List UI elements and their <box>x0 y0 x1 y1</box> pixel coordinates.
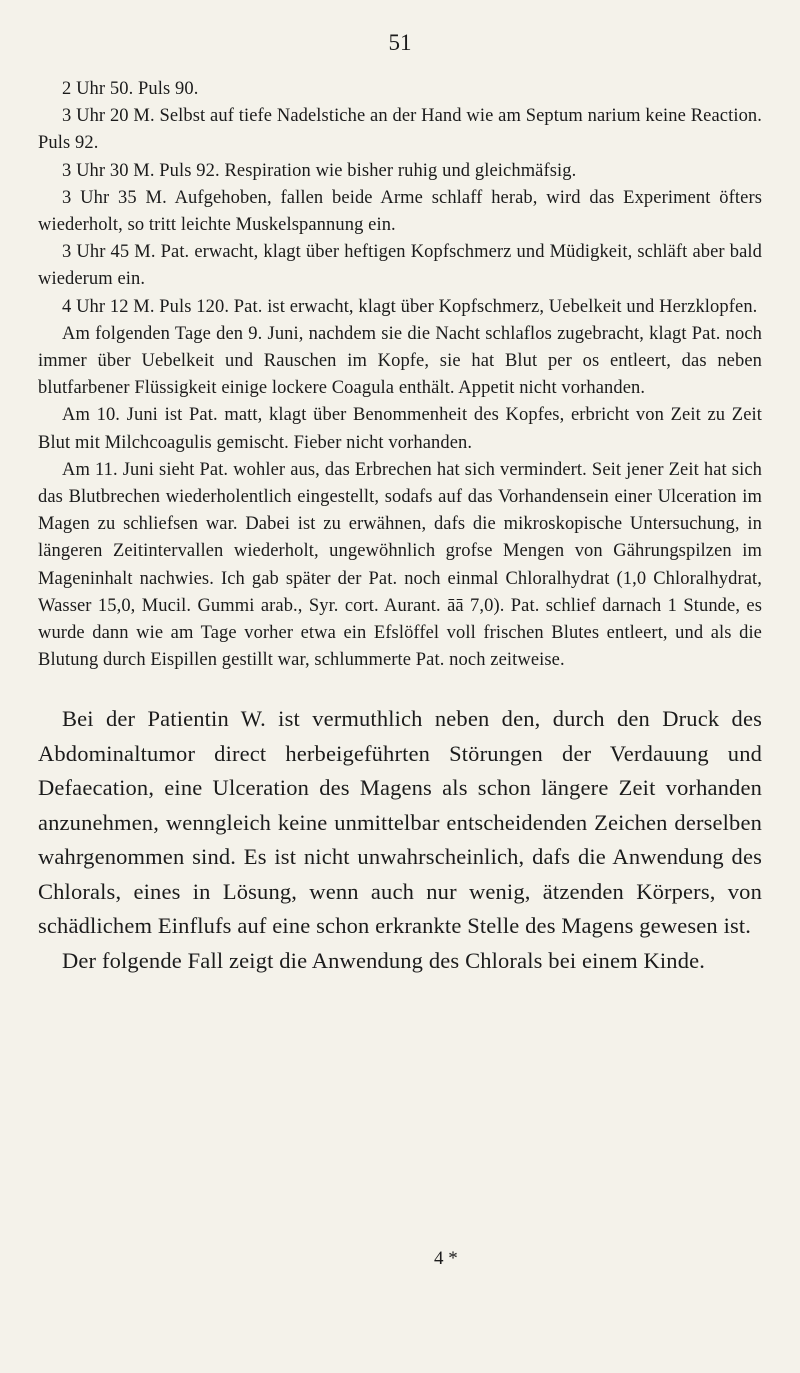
commentary-section <box>38 702 762 978</box>
case-note-paragraph: Am 11. Juni sieht Pat. wohler aus, das Erbrechen hat sich vermindert. Seit jener Zeit hat sich das Blutbrechen wiederholentlich eingestellt, sodafs auf das Vorhandensein einer Ulceration im Magen zu schliefsen war. Dabei ist zu erwähnen, dafs die mikroskopische Untersuchung, in längeren Zeitintervallen wiederholt, ungewöhnlich grofse Mengen von Gährungspilzen im Mageninhalt nachwies. Ich gab später der Pat. noch einmal Chloralhydrat (1,0 Chloralhydrat, Wasser 15,0, Mucil. Gummi arab., Syr. cort. Aurant. āā 7,0). Pat. schlief darnach 1 Stunde, es wurde dann wie am Tage vorher etwa ein Efslöffel voll frischen Blutes entleert, und als die Blutung durch Eispillen gestillt war, schlummerte Pat. noch zeitweise. <box>38 459 762 671</box>
printer-signature: 4 * <box>434 1248 458 1269</box>
page-body <box>38 76 762 978</box>
case-note-paragraph: 3 Uhr 20 M. Selbst auf tiefe Nadelstiche an der Hand wie am Septum narium keine Reaction. Puls 92. <box>38 106 762 154</box>
case-note-paragraph: 3 Uhr 30 M. Puls 92. Respiration wie bisher ruhig und gleichmäfsig. <box>62 160 577 181</box>
case-note-paragraph: Am folgenden Tage den 9. Juni, nachdem sie die Nacht schlaflos zugebracht, klagt Pat. noch immer über Uebelkeit und Rauschen im Kopfe, sie hat Blut per os entleert, das neben blutfarbener Flüssigkeit einige lockere Coagula enthält. Appetit nicht vorhanden. <box>38 323 762 399</box>
commentary-paragraph: Der folgende Fall zeigt die Anwendung des Chlorals bei einem Kinde. <box>62 947 706 973</box>
case-note-paragraph: 4 Uhr 12 M. Puls 120. Pat. ist erwacht, klagt über Kopfschmerz, Uebelkeit und Herzklopfen. <box>62 296 758 317</box>
case-note-paragraph: 3 Uhr 35 M. Aufgehoben, fallen beide Arme schlaff herab, wird das Experiment öfters wiederholt, so tritt leichte Muskelspannung ein. <box>38 187 762 236</box>
commentary-paragraph: Bei der Patientin W. ist vermuthlich neben den, durch den Druck des Abdominaltumor direct herbeigeführten Störungen der Verdauung und Defaecation, eine Ulceration des Magens als schon längere Zeit vorhanden anzunehmen, wenngleich keine unmittelbar entscheidenden Zeichen derselben wahrgenommen sind. Es ist nicht unwahrscheinlich, dafs die Anwendung des Chlorals, eines in Lösung, wenn auch nur wenig, ätzenden Körpers, von schädlichem Einflufs auf eine schon erkrankte Stelle des Magens gewesen ist. <box>38 706 762 939</box>
case-notes-section <box>38 76 762 674</box>
case-note-paragraph: 2 Uhr 50. Puls 90. <box>62 79 199 99</box>
case-note-paragraph: Am 10. Juni ist Pat. matt, klagt über Benommenheit des Kopfes, erbricht von Zeit zu Zeit Blut mit Milchcoagulis gemischt. Fieber nicht vorhanden. <box>38 405 762 453</box>
page-number: 51 <box>388 30 412 55</box>
case-note-paragraph: 3 Uhr 45 M. Pat. erwacht, klagt über heftigen Kopfschmerz und Müdigkeit, schläft aber bald wiederum ein. <box>38 242 762 290</box>
